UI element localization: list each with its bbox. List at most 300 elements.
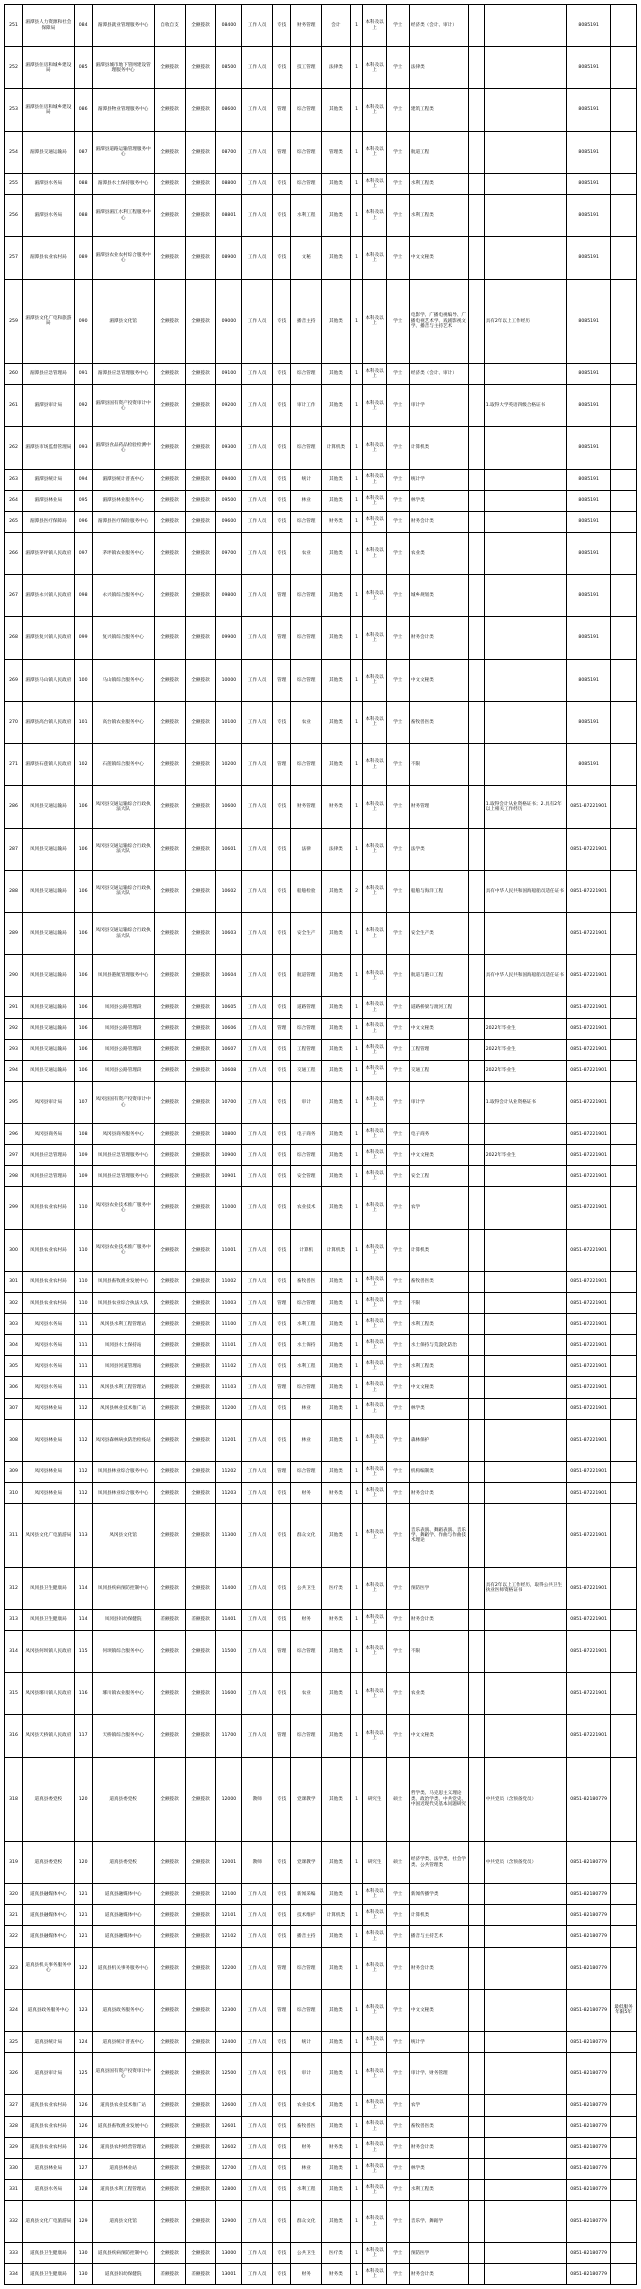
table-cell-post_type: 工作人员 xyxy=(242,701,273,743)
table-cell-phone: 0851-87221901 xyxy=(567,1419,611,1461)
table-cell-code: 097 xyxy=(74,532,92,574)
table-cell-title: 其他类 xyxy=(322,1419,350,1461)
table-cell-code: 098 xyxy=(74,575,92,617)
table-cell-mark xyxy=(611,1926,637,1947)
table-cell-post_type: 工作人员 xyxy=(242,2179,273,2200)
table-cell-post_type: 工作人员 xyxy=(242,870,273,912)
table-cell-age xyxy=(469,1567,484,1609)
table-cell-field: 农业 xyxy=(291,532,322,574)
table-cell-phone: 0851-87221901 xyxy=(567,1715,611,1757)
table-cell-post_code: 10200 xyxy=(216,744,242,786)
table-cell-other xyxy=(484,237,567,279)
table-cell-unit: 凤冈县林业局 xyxy=(23,1419,75,1461)
table-cell-nature: 全额拨款 xyxy=(154,744,185,786)
table-cell-level: 专技 xyxy=(273,532,291,574)
table-cell-post_type: 工作人员 xyxy=(242,1398,273,1419)
table-cell-nature: 全额拨款 xyxy=(154,1039,185,1060)
table-cell-other xyxy=(484,1673,567,1715)
table-cell-other xyxy=(484,1630,567,1672)
table-cell-field: 综合管理 xyxy=(291,1377,322,1398)
table-cell-other xyxy=(484,173,567,194)
table-cell-num: 1 xyxy=(350,1356,363,1377)
table-cell-edu: 本科及以上 xyxy=(363,2200,386,2242)
table-cell-degree: 学士 xyxy=(386,511,409,532)
table-cell-post_type: 工作人员 xyxy=(242,1293,273,1314)
table-cell-code: 127 xyxy=(74,2158,92,2179)
table-cell-code: 110 xyxy=(74,1187,92,1229)
table-cell-field: 安全管理 xyxy=(291,1166,322,1187)
table-cell-title: 其他类 xyxy=(322,279,350,363)
table-cell-other xyxy=(484,1504,567,1567)
table-cell-title: 其他类 xyxy=(322,1145,350,1166)
table-cell-code: 123 xyxy=(74,1989,92,2031)
table-cell-other xyxy=(484,89,567,131)
table-cell-code: 126 xyxy=(74,2137,92,2158)
table-cell-phone: 0851-82180779 xyxy=(567,2200,611,2242)
table-cell-degree: 学士 xyxy=(386,1926,409,1947)
table-cell-other xyxy=(484,1483,567,1504)
table-cell-code: 099 xyxy=(74,617,92,659)
table-cell-phone: 0851-87221901 xyxy=(567,1483,611,1504)
table-cell-no: 321 xyxy=(5,1905,23,1926)
table-cell-major: 农学 xyxy=(409,1187,468,1229)
table-cell-mark xyxy=(611,490,637,511)
table-cell-edu: 本科及以上 xyxy=(363,1947,386,1989)
table-cell-phone: 0851-87221901 xyxy=(567,1335,611,1356)
table-cell-degree: 学士 xyxy=(386,2032,409,2053)
table-row xyxy=(5,511,637,532)
table-cell-age xyxy=(469,131,484,173)
table-cell-edu: 本科及以上 xyxy=(363,427,386,469)
table-cell-edu: 本科及以上 xyxy=(363,617,386,659)
table-cell-phone: 8085191 xyxy=(567,89,611,131)
table-cell-code: 117 xyxy=(74,1715,92,1757)
table-cell-age xyxy=(469,1609,484,1630)
table-cell-phone: 0851-82180779 xyxy=(567,2095,611,2116)
table-cell-age xyxy=(469,47,484,89)
table-cell-num: 1 xyxy=(350,955,363,997)
table-cell-code: 106 xyxy=(74,870,92,912)
table-cell-post_unit: 道真县林业站 xyxy=(92,2158,154,2179)
table-cell-other xyxy=(484,2116,567,2137)
table-cell-post_code: 11200 xyxy=(216,1398,242,1419)
table-cell-nature: 全额拨款 xyxy=(154,786,185,828)
table-cell-phone: 8085191 xyxy=(567,385,611,427)
table-cell-type: 全额拨款 xyxy=(185,1377,216,1398)
table-cell-nature: 全额拨款 xyxy=(154,279,185,363)
table-cell-mark xyxy=(611,1757,637,1841)
table-cell-post_code: 13001 xyxy=(216,2264,242,2285)
table-cell-level: 专技 xyxy=(273,955,291,997)
table-cell-type: 全额拨款 xyxy=(185,2032,216,2053)
table-cell-post_code: 10605 xyxy=(216,997,242,1018)
table-cell-edu: 本科及以上 xyxy=(363,89,386,131)
table-cell-age xyxy=(469,828,484,870)
table-row xyxy=(5,532,637,574)
table-cell-post_type: 工作人员 xyxy=(242,1483,273,1504)
table-cell-code: 106 xyxy=(74,786,92,828)
table-cell-phone: 0851-82180779 xyxy=(567,2053,611,2095)
table-cell-unit: 凤冈县琊川镇人民政府 xyxy=(23,1673,75,1715)
table-cell-post_type: 工作人员 xyxy=(242,47,273,89)
table-cell-no: 265 xyxy=(5,511,23,532)
table-cell-title: 法律类 xyxy=(322,828,350,870)
table-cell-type: 全额拨款 xyxy=(185,89,216,131)
table-cell-no: 255 xyxy=(5,173,23,194)
table-cell-post_unit: 道真县委党校 xyxy=(92,1757,154,1841)
table-cell-mark xyxy=(611,575,637,617)
table-cell-level: 专技 xyxy=(273,427,291,469)
table-cell-major: 财务会计类 xyxy=(409,511,468,532)
table-cell-post_type: 工作人员 xyxy=(242,1039,273,1060)
table-cell-major: 播音与主持艺术 xyxy=(409,1926,468,1947)
table-cell-post_type: 工作人员 xyxy=(242,1081,273,1123)
table-cell-post_code: 12700 xyxy=(216,2158,242,2179)
table-cell-age xyxy=(469,1271,484,1292)
table-row xyxy=(5,1187,637,1229)
table-cell-field: 计算机 xyxy=(291,1229,322,1271)
table-cell-major: 审计学 xyxy=(409,1081,468,1123)
table-cell-type: 全额拨款 xyxy=(185,195,216,237)
table-cell-major: 预防医学 xyxy=(409,2243,468,2264)
table-cell-mark xyxy=(611,2158,637,2179)
table-cell-degree: 学士 xyxy=(386,1039,409,1060)
table-cell-title: 财务类 xyxy=(322,1609,350,1630)
table-cell-phone: 8085191 xyxy=(567,511,611,532)
table-cell-edu: 本科及以上 xyxy=(363,659,386,701)
table-cell-unit: 道真县统计局 xyxy=(23,2032,75,2053)
table-cell-no: 301 xyxy=(5,1271,23,1292)
table-cell-degree: 学士 xyxy=(386,870,409,912)
table-cell-major: 不限 xyxy=(409,1630,468,1672)
table-cell-edu: 本科及以上 xyxy=(363,1884,386,1905)
table-cell-post_code: 08801 xyxy=(216,195,242,237)
table-cell-edu: 本科及以上 xyxy=(363,1356,386,1377)
table-cell-other xyxy=(484,1314,567,1335)
table-row xyxy=(5,701,637,743)
table-cell-post_type: 工作人员 xyxy=(242,532,273,574)
table-cell-no: 266 xyxy=(5,532,23,574)
table-cell-post_code: 10604 xyxy=(216,955,242,997)
table-cell-code: 120 xyxy=(74,1757,92,1841)
table-cell-major: 经济类（会计、审计） xyxy=(409,363,468,384)
table-cell-age xyxy=(469,532,484,574)
table-cell-field: 综合管理 xyxy=(291,1715,322,1757)
table-cell-edu: 本科及以上 xyxy=(363,2095,386,2116)
table-cell-no: 286 xyxy=(5,786,23,828)
table-cell-post_type: 教师 xyxy=(242,1757,273,1841)
table-cell-unit: 湄潭县交通运输局 xyxy=(23,131,75,173)
table-cell-age xyxy=(469,1145,484,1166)
table-cell-title: 其他类 xyxy=(322,1926,350,1947)
table-cell-level: 专技 xyxy=(273,1842,291,1884)
table-cell-post_code: 10901 xyxy=(216,1166,242,1187)
table-cell-edu: 本科及以上 xyxy=(363,1504,386,1567)
table-row xyxy=(5,1377,637,1398)
table-cell-type: 全额拨款 xyxy=(185,1039,216,1060)
table-cell-type: 全额拨款 xyxy=(185,532,216,574)
table-cell-mark xyxy=(611,532,637,574)
table-cell-type: 全额拨款 xyxy=(185,1145,216,1166)
table-cell-no: 260 xyxy=(5,363,23,384)
table-cell-other xyxy=(484,997,567,1018)
table-cell-post_unit: 凤冈县公路管理段 xyxy=(92,1060,154,1081)
table-cell-field: 财务 xyxy=(291,2264,322,2285)
table-cell-num: 1 xyxy=(350,1609,363,1630)
table-cell-num: 1 xyxy=(350,385,363,427)
table-cell-other xyxy=(484,195,567,237)
table-cell-level: 专技 xyxy=(273,1504,291,1567)
table-cell-unit: 凤冈县交通运输局 xyxy=(23,997,75,1018)
table-cell-mark xyxy=(611,1630,637,1672)
table-cell-nature: 差额拨款 xyxy=(154,2264,185,2285)
table-cell-edu: 本科及以上 xyxy=(363,1314,386,1335)
table-cell-nature: 全额拨款 xyxy=(154,1356,185,1377)
table-cell-age xyxy=(469,2158,484,2179)
table-cell-degree: 学士 xyxy=(386,1483,409,1504)
table-cell-major: 哲学类、马克思主义理论类、政治学类、中共党史、中国近现代史基本问题研究 xyxy=(409,1757,468,1841)
table-cell-major: 航道与港口工程 xyxy=(409,955,468,997)
table-cell-unit: 道真县融媒体中心 xyxy=(23,1926,75,1947)
table-cell-age xyxy=(469,955,484,997)
table-cell-type: 全额拨款 xyxy=(185,469,216,490)
table-cell-other xyxy=(484,2264,567,2285)
table-cell-mark xyxy=(611,363,637,384)
table-cell-field: 综合管理 xyxy=(291,1293,322,1314)
table-cell-post_type: 工作人员 xyxy=(242,89,273,131)
table-cell-level: 专技 xyxy=(273,2179,291,2200)
table-cell-post_code: 12602 xyxy=(216,2137,242,2158)
table-cell-phone: 0851-87221901 xyxy=(567,1060,611,1081)
table-cell-type: 全额拨款 xyxy=(185,1271,216,1292)
table-cell-title: 其他类 xyxy=(322,575,350,617)
table-cell-phone: 0851-87221901 xyxy=(567,913,611,955)
table-cell-post_unit: 永兴镇综合服务中心 xyxy=(92,575,154,617)
table-cell-no: 309 xyxy=(5,1461,23,1482)
table-cell-code: 130 xyxy=(74,2264,92,2285)
table-cell-nature: 全额拨款 xyxy=(154,1124,185,1145)
table-cell-level: 专技 xyxy=(273,490,291,511)
table-cell-num: 1 xyxy=(350,363,363,384)
table-cell-num: 1 xyxy=(350,511,363,532)
table-cell-age xyxy=(469,1293,484,1314)
table-cell-no: 327 xyxy=(5,2095,23,2116)
table-cell-code: 113 xyxy=(74,1504,92,1567)
table-cell-unit: 凤冈县审计局 xyxy=(23,1081,75,1123)
table-row xyxy=(5,2264,637,2285)
table-cell-edu: 本科及以上 xyxy=(363,363,386,384)
table-cell-age xyxy=(469,1905,484,1926)
table-cell-no: 311 xyxy=(5,1504,23,1567)
table-cell-num: 1 xyxy=(350,1398,363,1419)
table-cell-other: 2022年毕业生 xyxy=(484,1060,567,1081)
table-cell-unit: 湄潭县水务局 xyxy=(23,173,75,194)
table-cell-major: 法学类 xyxy=(409,828,468,870)
table-cell-mark xyxy=(611,701,637,743)
table-cell-degree: 学士 xyxy=(386,532,409,574)
table-cell-edu: 本科及以上 xyxy=(363,1673,386,1715)
table-cell-phone: 8085191 xyxy=(567,131,611,173)
table-cell-phone: 0851-87221901 xyxy=(567,1039,611,1060)
table-cell-level: 专技 xyxy=(273,237,291,279)
table-cell-age xyxy=(469,1630,484,1672)
table-row xyxy=(5,89,637,131)
table-cell-field: 财务 xyxy=(291,1609,322,1630)
table-cell-nature: 全额拨款 xyxy=(154,1947,185,1989)
table-cell-nature: 全额拨款 xyxy=(154,1377,185,1398)
table-cell-mark xyxy=(611,659,637,701)
table-row xyxy=(5,828,637,870)
table-cell-phone: 0851-87221901 xyxy=(567,997,611,1018)
table-cell-major: 林学类 xyxy=(409,2158,468,2179)
table-cell-major: 农学 xyxy=(409,2095,468,2116)
table-cell-mark xyxy=(611,1609,637,1630)
table-cell-field: 农业技术 xyxy=(291,2095,322,2116)
table-cell-code: 110 xyxy=(74,1293,92,1314)
table-cell-code: 106 xyxy=(74,828,92,870)
table-cell-code: 125 xyxy=(74,2053,92,2095)
table-cell-post_unit: 湄潭县食品药品检验检测中心 xyxy=(92,427,154,469)
table-cell-code: 115 xyxy=(74,1630,92,1672)
table-cell-field: 法律 xyxy=(291,828,322,870)
table-cell-degree: 学士 xyxy=(386,1905,409,1926)
table-cell-post_type: 工作人员 xyxy=(242,363,273,384)
table-cell-no: 292 xyxy=(5,1018,23,1039)
table-cell-degree: 学士 xyxy=(386,173,409,194)
table-cell-age xyxy=(469,997,484,1018)
table-cell-age xyxy=(469,786,484,828)
table-cell-field: 播音主持 xyxy=(291,1926,322,1947)
table-cell-type: 全额拨款 xyxy=(185,1166,216,1187)
table-cell-mark xyxy=(611,997,637,1018)
table-cell-degree: 学士 xyxy=(386,617,409,659)
table-cell-age xyxy=(469,2053,484,2095)
table-cell-no: 295 xyxy=(5,1081,23,1123)
table-cell-code: 106 xyxy=(74,1039,92,1060)
table-cell-code: 101 xyxy=(74,701,92,743)
table-row xyxy=(5,2158,637,2179)
table-cell-nature: 全额拨款 xyxy=(154,913,185,955)
table-cell-no: 261 xyxy=(5,385,23,427)
table-cell-level: 管理 xyxy=(273,1461,291,1482)
table-cell-major: 城乡规划类 xyxy=(409,575,468,617)
table-cell-mark: 最低服务年限5年 xyxy=(611,1989,637,2031)
table-row xyxy=(5,1356,637,1377)
table-cell-field: 林业 xyxy=(291,490,322,511)
table-cell-phone: 0851-82180779 xyxy=(567,1926,611,1947)
table-row xyxy=(5,363,637,384)
table-cell-code: 092 xyxy=(74,385,92,427)
table-cell-nature: 全额拨款 xyxy=(154,870,185,912)
table-cell-age xyxy=(469,1483,484,1504)
table-cell-post_unit: 凤冈县林业技术推广站 xyxy=(92,1398,154,1419)
table-cell-field: 财务 xyxy=(291,1483,322,1504)
table-cell-mark xyxy=(611,870,637,912)
table-cell-title: 其他类 xyxy=(322,385,350,427)
table-cell-post_unit: 凤冈县港航管理服务中心 xyxy=(92,955,154,997)
table-cell-major: 经济类（会计、审计） xyxy=(409,5,468,47)
table-cell-nature: 全额拨款 xyxy=(154,1187,185,1229)
table-cell-degree: 学士 xyxy=(386,1461,409,1482)
table-cell-phone: 0851-87221901 xyxy=(567,1567,611,1609)
table-cell-mark xyxy=(611,1060,637,1081)
table-cell-no: 316 xyxy=(5,1715,23,1757)
table-cell-title: 其他类 xyxy=(322,1673,350,1715)
table-cell-type: 全额拨款 xyxy=(185,1335,216,1356)
table-cell-post_unit: 凤冈县农业技术推广服务中心 xyxy=(92,1229,154,1271)
table-cell-type: 全额拨款 xyxy=(185,870,216,912)
table-cell-no: 331 xyxy=(5,2179,23,2200)
table-cell-mark xyxy=(611,1884,637,1905)
table-cell-edu: 本科及以上 xyxy=(363,385,386,427)
table-cell-post_unit: 凤冈县应急管理服务中心 xyxy=(92,1166,154,1187)
table-cell-degree: 硕士 xyxy=(386,1757,409,1841)
table-cell-level: 专技 xyxy=(273,173,291,194)
table-cell-post_unit: 道真县统计普查中心 xyxy=(92,2032,154,2053)
table-cell-mark xyxy=(611,1905,637,1926)
table-cell-num: 1 xyxy=(350,744,363,786)
table-cell-nature: 全额拨款 xyxy=(154,1314,185,1335)
table-cell-field: 交通工程 xyxy=(291,1060,322,1081)
table-cell-unit: 道真县融媒体中心 xyxy=(23,1905,75,1926)
table-cell-num: 1 xyxy=(350,701,363,743)
table-cell-code: 088 xyxy=(74,195,92,237)
table-cell-level: 管理 xyxy=(273,1630,291,1672)
table-cell-title: 医疗类 xyxy=(322,1567,350,1609)
table-cell-phone: 0851-87221901 xyxy=(567,1630,611,1672)
table-cell-title: 其他类 xyxy=(322,1715,350,1757)
table-cell-level: 专技 xyxy=(273,1884,291,1905)
table-row xyxy=(5,1229,637,1271)
table-cell-post_code: 10601 xyxy=(216,828,242,870)
table-cell-field: 农业 xyxy=(291,1673,322,1715)
table-cell-unit: 凤冈县卫生健康局 xyxy=(23,1567,75,1609)
table-cell-phone: 0851-82180779 xyxy=(567,1757,611,1841)
table-cell-nature: 全额拨款 xyxy=(154,1926,185,1947)
table-cell-post_unit: 道真县农业技术推广站 xyxy=(92,2095,154,2116)
table-cell-nature: 全额拨款 xyxy=(154,427,185,469)
table-cell-phone: 0851-87221901 xyxy=(567,1673,611,1715)
table-cell-major: 法律类 xyxy=(409,47,468,89)
table-cell-post_code: 11400 xyxy=(216,1567,242,1609)
table-cell-other xyxy=(484,828,567,870)
table-cell-nature: 全额拨款 xyxy=(154,2137,185,2158)
table-cell-other: 1.取得会计从业资格证书 xyxy=(484,1081,567,1123)
table-cell-degree: 学士 xyxy=(386,469,409,490)
table-cell-field: 党课教学 xyxy=(291,1842,322,1884)
table-cell-mark xyxy=(611,237,637,279)
table-row xyxy=(5,2243,637,2264)
table-cell-num: 1 xyxy=(350,2264,363,2285)
table-cell-mark xyxy=(611,1314,637,1335)
table-cell-major: 安全生产类 xyxy=(409,913,468,955)
table-cell-edu: 本科及以上 xyxy=(363,532,386,574)
table-cell-other: 具有中华人民共和国海船船员适任证书 xyxy=(484,955,567,997)
table-cell-title: 其他类 xyxy=(322,1166,350,1187)
table-cell-edu: 本科及以上 xyxy=(363,1145,386,1166)
table-cell-title: 其他类 xyxy=(322,1757,350,1841)
table-cell-unit: 湄潭县文化广电和旅游局 xyxy=(23,279,75,363)
table-cell-edu: 本科及以上 xyxy=(363,1166,386,1187)
table-cell-no: 305 xyxy=(5,1356,23,1377)
table-cell-code: 100 xyxy=(74,659,92,701)
table-cell-mark xyxy=(611,1271,637,1292)
table-cell-type: 全额拨款 xyxy=(185,1989,216,2031)
table-cell-major: 交通工程 xyxy=(409,1060,468,1081)
table-cell-age xyxy=(469,1419,484,1461)
table-cell-age xyxy=(469,1757,484,1841)
table-cell-other xyxy=(484,427,567,469)
